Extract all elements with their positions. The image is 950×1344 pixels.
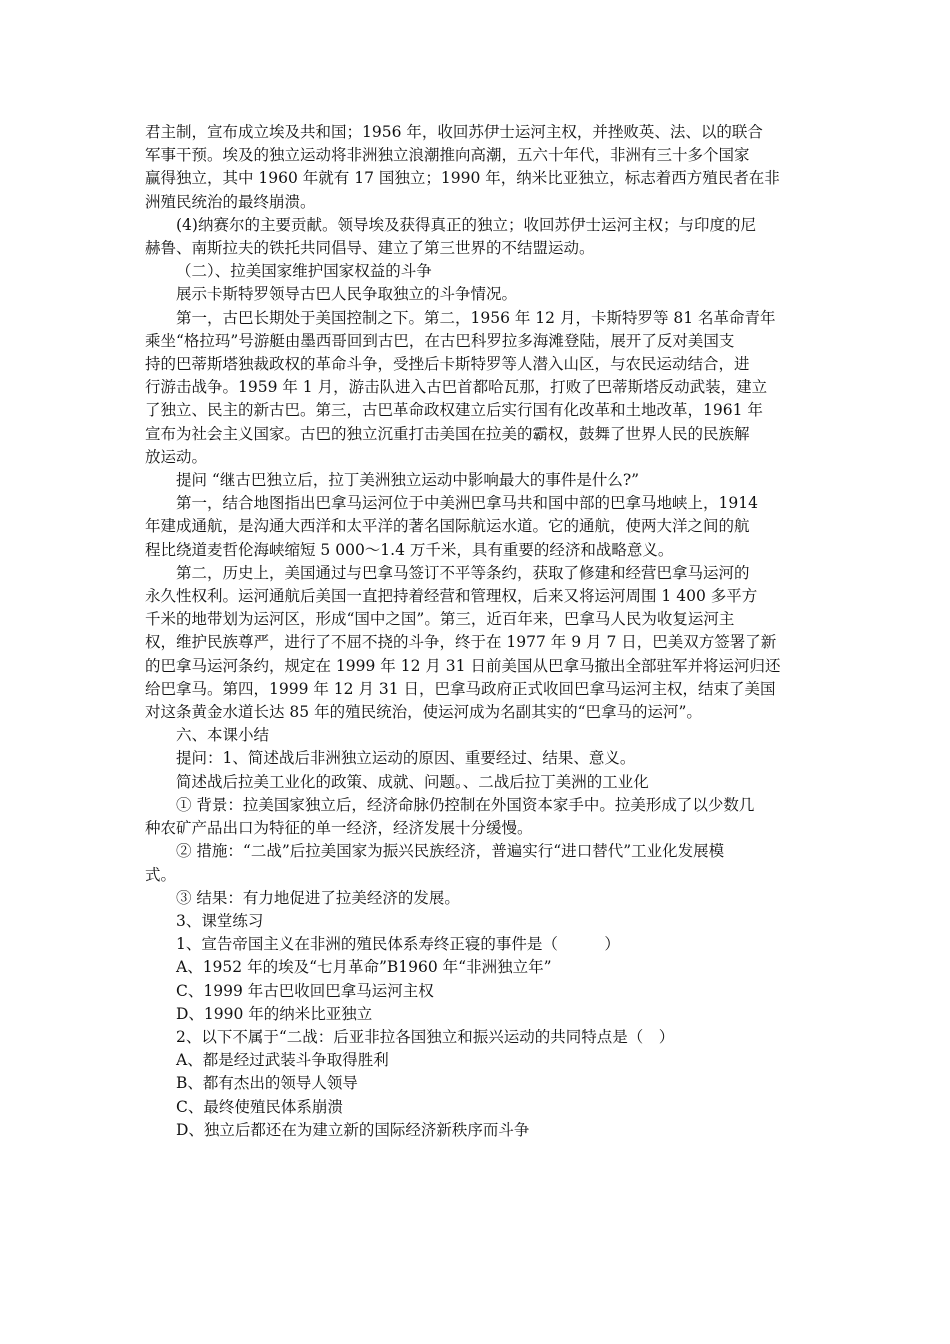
- text-line: 简述战后拉美工业化的政策、成就、问题。、二战后拉丁美洲的工业化: [176, 772, 649, 791]
- text-line: 3、课堂练习: [176, 911, 264, 930]
- paragraph: [145, 307, 805, 469]
- paragraph: [145, 1049, 805, 1072]
- text-line: 行游击战争。1959 年 1 月，游击队进入古巴首都哈瓦那，打败了巴蒂斯塔反动武装，建立: [145, 378, 768, 397]
- text-line: 给巴拿马。第四，1999 年 12 月 31 日，巴拿马政府正式收回巴拿马运河主权，结束了美国: [145, 679, 776, 698]
- text-line: C、1999 年古巴收回巴拿马运河主权: [176, 981, 434, 1000]
- paragraph: [145, 260, 805, 283]
- paragraph: [145, 283, 805, 306]
- text-line: 展示卡斯特罗领导古巴人民争取独立的斗争情况。: [176, 285, 518, 304]
- text-line: 年建成通航，是沟通大西洋和太平洋的著名国际航运水道。它的通航，使两大洋之间的航: [145, 517, 750, 536]
- paragraph: [145, 1003, 805, 1026]
- text-line: 持的巴蒂斯塔独裁政权的革命斗争，受挫后卡斯特罗等人潜入山区，与农民运动结合，进: [145, 355, 750, 374]
- text-line: 种农矿产品出口为特征的单一经济，经济发展十分缓慢。: [145, 819, 533, 838]
- text-line: 对这条黄金水道长达 85 年的殖民统治，使运河成为名副其实的“巴拿马的运河”。: [145, 703, 702, 722]
- text-line: 君主制，宣布成立埃及共和国；1956 年，收回苏伊士运河主权，并挫败英、法、以的联合: [145, 123, 763, 141]
- text-line: D、1990 年的纳米比亚独立: [176, 1004, 373, 1023]
- text-line: （二）、拉美国家维护国家权益的斗争: [176, 262, 432, 281]
- text-line: 赢得独立，其中 1960 年就有 17 国独立；1990 年，纳米比亚独立，标志着西方殖民者在非: [145, 169, 780, 188]
- paragraph: [145, 724, 805, 747]
- text-line: 1、宣告帝国主义在非洲的殖民体系寿终正寝的事件是（ ）: [176, 935, 620, 954]
- text-line: D、独立后都还在为建立新的国际经济新秩序而斗争: [176, 1120, 530, 1139]
- paragraph: [145, 771, 805, 794]
- text-line: 军事干预。埃及的独立运动将非洲独立浪潮推向高潮，五六十年代，非洲有三十多个国家: [145, 146, 750, 165]
- text-line: 千米的地带划为运河区，形成“国中之国”。第三，近百年来，巴拿马人民为收复运河主: [145, 610, 735, 629]
- paragraph: [145, 562, 805, 724]
- paragraph: [145, 469, 805, 492]
- text-line: ② 措施：“二战”后拉美国家为振兴民族经济，普遍实行“进口替代”工业化发展模: [176, 842, 725, 861]
- text-line: 式。: [145, 865, 177, 884]
- text-line: 第二，历史上，美国通过与巴拿马签订不平等条约，获取了修建和经营巴拿马运河的: [176, 563, 750, 582]
- paragraph: [145, 492, 805, 562]
- text-line: 放运动。: [145, 447, 208, 466]
- text-line: 乘坐“格拉玛”号游艇由墨西哥回到古巴，在古巴科罗拉多海滩登陆，展开了反对美国支: [145, 331, 735, 350]
- text-line: 提问：1、简述战后非洲独立运动的原因、重要经过、结果、意义。: [176, 749, 636, 768]
- paragraph: [145, 1072, 805, 1095]
- paragraph: [145, 956, 805, 979]
- text-line: 提问 “继古巴独立后，拉丁美洲独立运动中影响最大的事件是什么?”: [176, 471, 640, 490]
- text-line: 的巴拿马运河条约，规定在 1999 年 12 月 31 日前美国从巴拿马撤出全部驻军并将运河归还: [145, 656, 781, 675]
- text-line: A、都是经过武装斗争取得胜利: [176, 1051, 389, 1070]
- text-line: 程比绕道麦哲伦海峡缩短 5 000～1.4 万千米，具有重要的经济和战略意义。: [145, 540, 674, 559]
- paragraph: [145, 933, 805, 956]
- text-line: 了独立、民主的新古巴。第三，古巴革命政权建立后实行国有化改革和土地改革，1961 年: [145, 401, 763, 420]
- paragraph: [145, 910, 805, 933]
- paragraph: [145, 1026, 805, 1049]
- text-line: ③ 结果：有力地促进了拉美经济的发展。: [176, 888, 460, 907]
- text-line: 六、本课小结: [176, 726, 270, 745]
- text-line: 2、以下不属于“二战：后亚非拉各国独立和振兴运动的共同特点是（ ）: [176, 1027, 675, 1046]
- paragraph: [145, 1119, 805, 1142]
- paragraph: [145, 121, 805, 214]
- text-line: ① 背景：拉美国家独立后，经济命脉仍控制在外国资本家手中。拉美形成了以少数几: [176, 795, 755, 814]
- document-body: [145, 121, 805, 1142]
- text-line: A、1952 年的埃及“七月革命”B1960 年“非洲独立年”: [176, 958, 552, 977]
- paragraph: [145, 1096, 805, 1119]
- text-line: C、最终使殖民体系崩溃: [176, 1097, 343, 1116]
- paragraph: [145, 887, 805, 910]
- paragraph: [145, 840, 805, 886]
- text-line: B、都有杰出的领导人领导: [176, 1074, 358, 1093]
- text-line: 宣布为社会主义国家。古巴的独立沉重打击美国在拉美的霸权，鼓舞了世界人民的民族解: [145, 424, 750, 443]
- paragraph: [145, 794, 805, 840]
- paragraph: [145, 214, 805, 260]
- paragraph: [145, 747, 805, 770]
- text-line: 永久性权利。运河通航后美国一直把持着经营和管理权，后来又将运河周围 1 400 多平方: [145, 587, 758, 606]
- text-line: 第一，结合地图指出巴拿马运河位于中美洲巴拿马共和国中部的巴拿马地峡上，1914: [176, 494, 758, 513]
- text-line: 第一，古巴长期处于美国控制之下。第二，1956 年 12 月，卡斯特罗等 81 名革命青年: [176, 308, 776, 327]
- text-line: 洲殖民统治的最终崩溃。: [145, 192, 316, 211]
- paragraph: [145, 980, 805, 1003]
- text-line: (4)纳赛尔的主要贡献。领导埃及获得真正的独立；收回苏伊士运河主权；与印度的尼: [176, 215, 756, 234]
- text-line: 赫鲁、南斯拉夫的铁托共同倡导、建立了第三世界的不结盟运动。: [145, 239, 595, 258]
- text-line: 权，维护民族尊严，进行了不屈不挠的斗争，终于在 1977 年 9 月 7 日，巴美双方签署了新: [145, 633, 777, 652]
